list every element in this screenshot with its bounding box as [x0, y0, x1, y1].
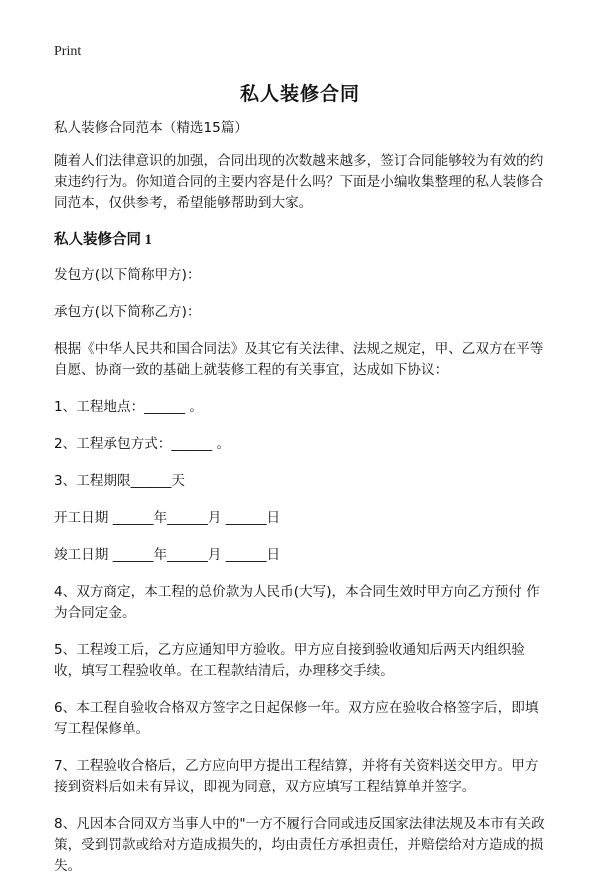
end-date-line: 竣工日期 ______年______月 ______日: [54, 547, 281, 563]
clause-7: 7、工程验收合格后，乙方应向甲方提出工程结算，并将有关资料送交甲方。甲方接到资料后如未有异议，即视为同意，双方应填写工程结算单并签字。: [54, 758, 539, 795]
document-body: [54, 118, 552, 893]
party-a-line: 发包方(以下简称甲方)：: [54, 267, 201, 283]
start-date-line: 开工日期 ______年______月 ______日: [54, 510, 281, 526]
clause-6: 6、本工程自验收合格双方签字之日起保修一年。双方应在验收合格签字后，即填写工程保修单。: [54, 700, 539, 737]
clause-8: 8、凡因本合同双方当事人中的"一方不履行合同或违反国家法律法规及本市有关政策，受到罚款或给对方造成损失的，均由责任方承担责任，并赔偿给对方造成的损失。: [54, 816, 545, 874]
document-title: 私人装修合同: [239, 83, 360, 105]
clause-3: 3、工程期限______天: [54, 473, 185, 489]
preamble-paragraph: 根据《中华人民共和国合同法》及其它有关法律、法规之规定，甲、乙双方在平等自愿、协商一致的基础上就装修工程的有关事宜，达成如下协议：: [54, 341, 544, 378]
section-heading: 私人装修合同 1: [54, 232, 152, 248]
clause-1: 1、工程地点：______ 。: [54, 399, 203, 415]
clause-4: 4、双方商定，本工程的总价款为人民币(大写)，本合同生效时甲方向乙方预付 作为合同定金。: [54, 584, 540, 621]
intro-paragraph: 随着人们法律意识的加强，合同出现的次数越来越多，签订合同能够较为有效的约束违约行为。你知道合同的主要内容是什么吗？下面是小编收集整理的私人装修合同范本，仅供参考，希望能够帮助到大家。: [54, 153, 544, 211]
party-b-line: 承包方(以下简称乙方)：: [54, 304, 201, 320]
document-subtitle: 私人装修合同范本（精选15篇）: [54, 120, 249, 136]
print-link[interactable]: Print: [54, 44, 82, 59]
clause-2: 2、工程承包方式：______ 。: [54, 436, 231, 452]
clause-5: 5、工程竣工后，乙方应通知甲方验收。甲方应自接到验收通知后两天内组织验收，填写工程验收单。在工程款结清后，办理移交手续。: [54, 642, 525, 679]
